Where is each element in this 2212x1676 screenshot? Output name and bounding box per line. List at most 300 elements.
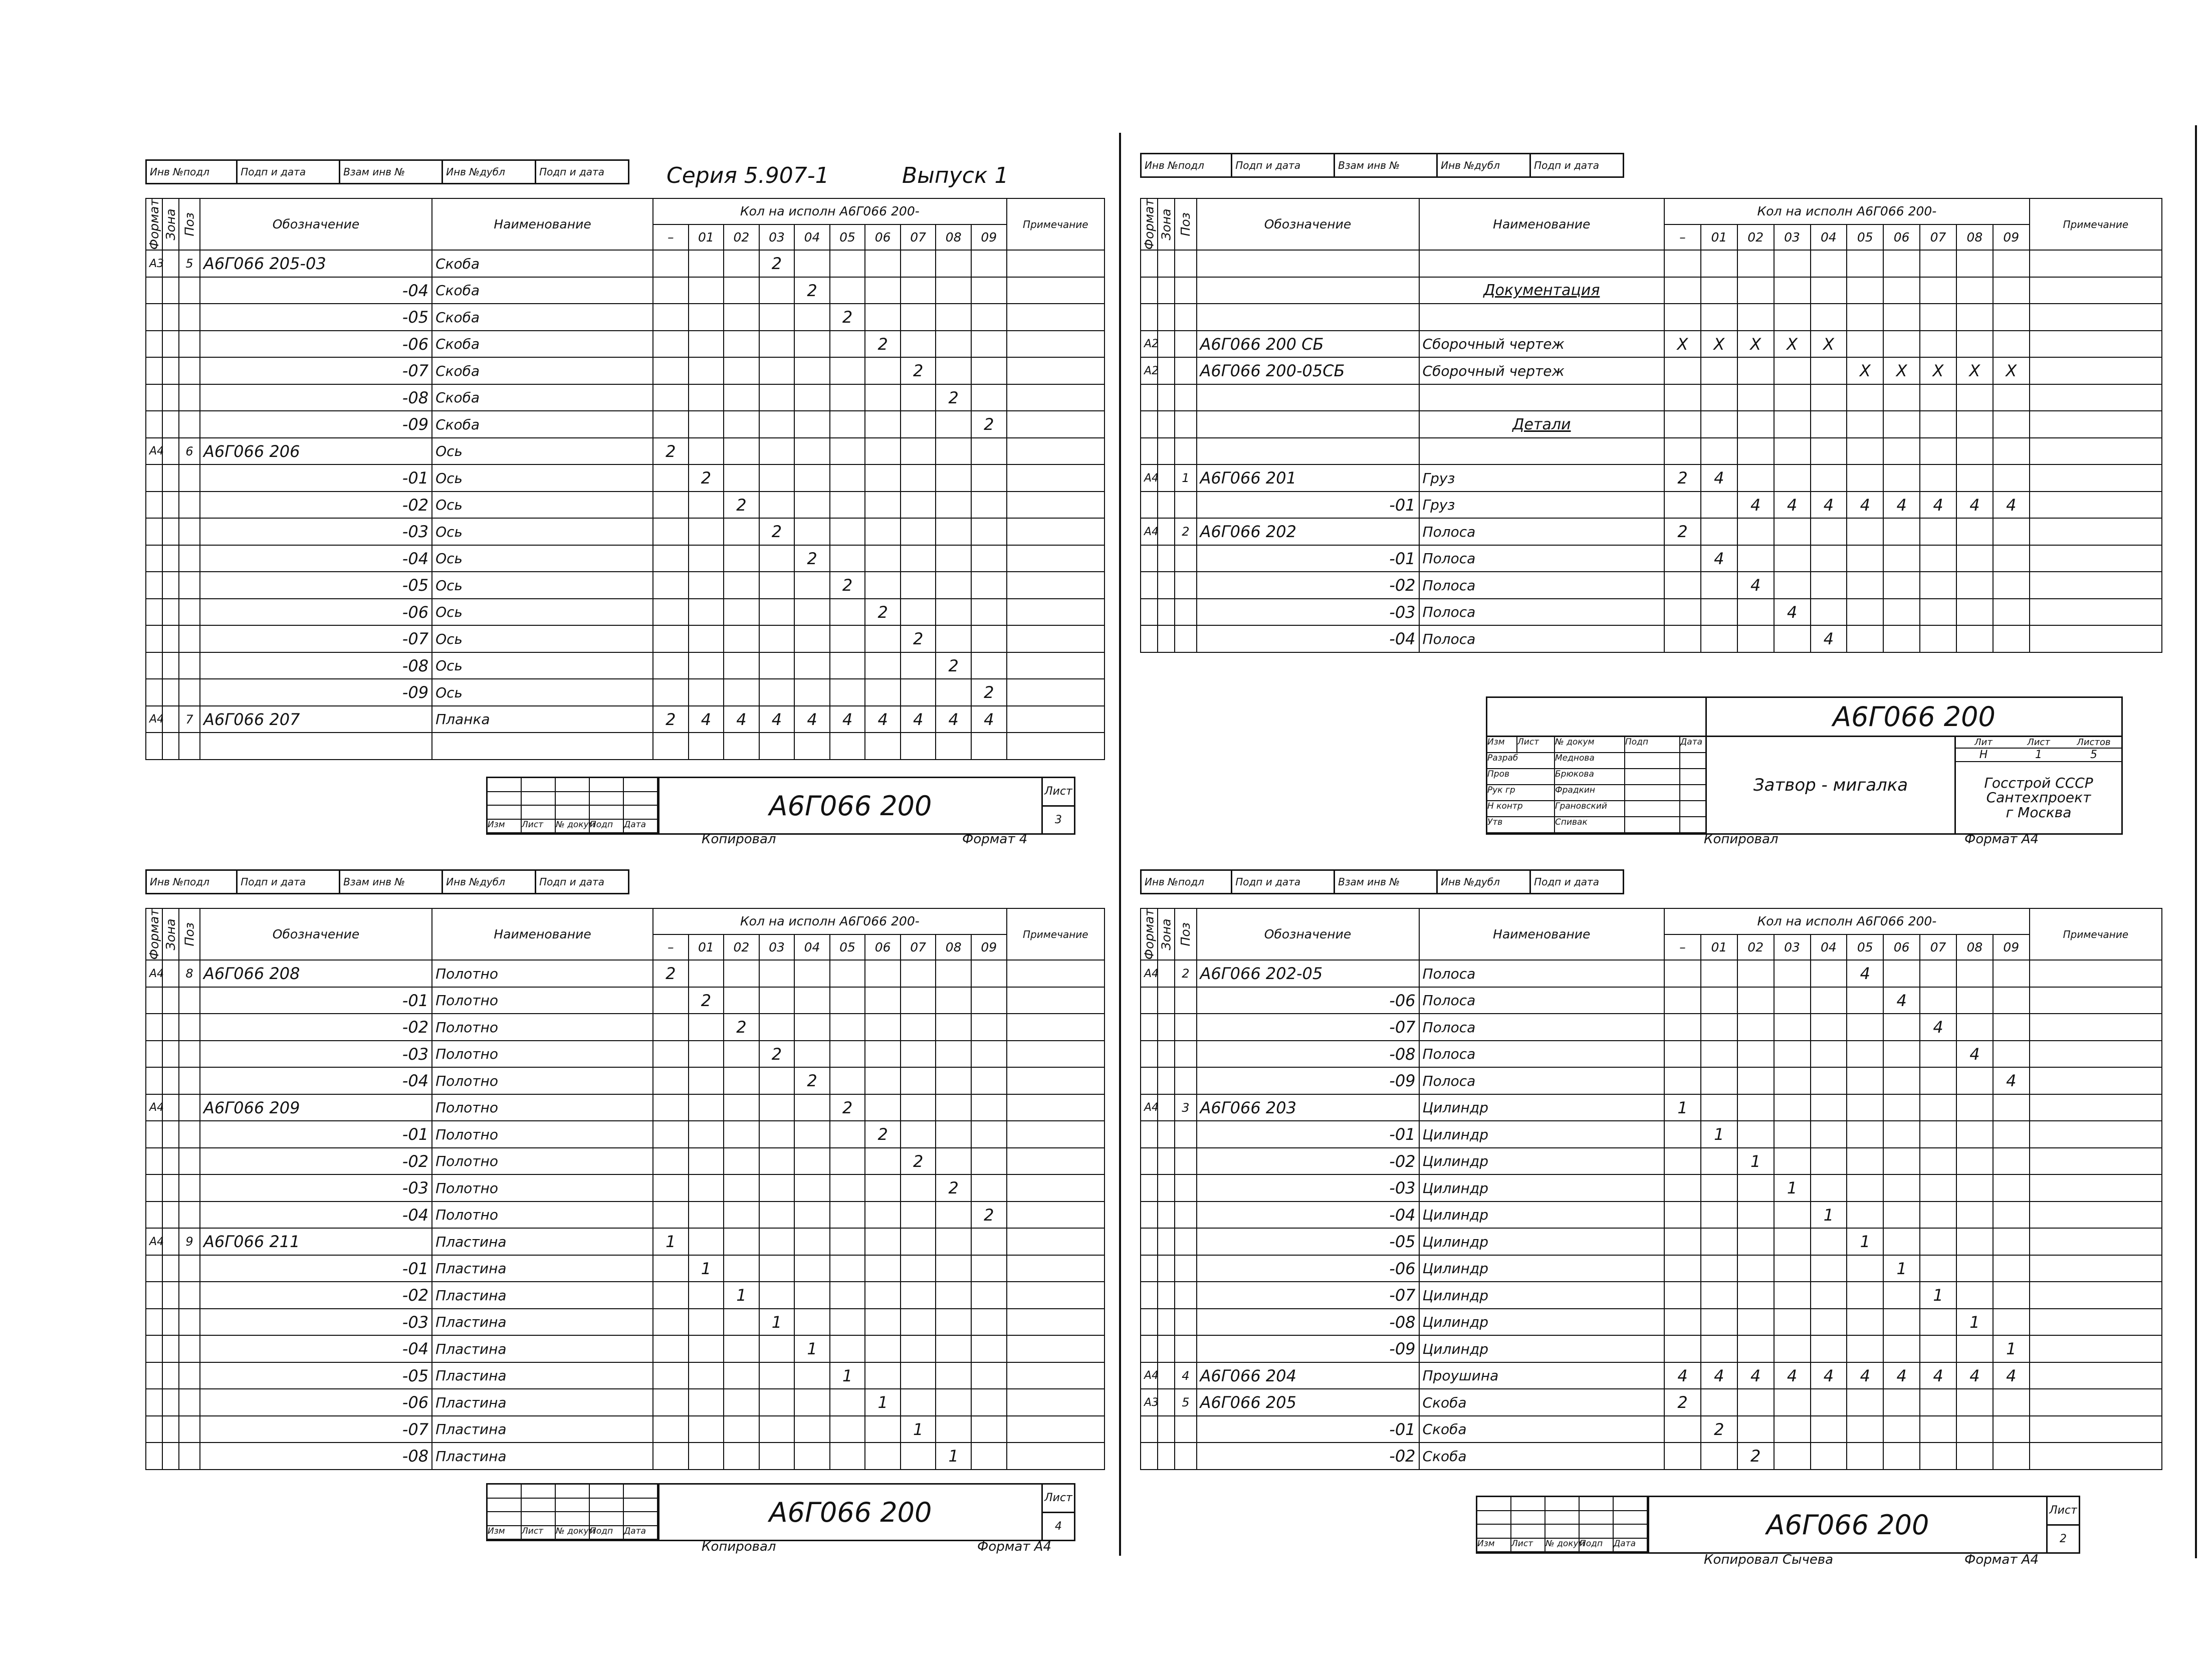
table-row: [1141, 1282, 2162, 1309]
note-cell: [2030, 1255, 2162, 1282]
qty-cell: 4: [1737, 492, 1774, 519]
qty-cell: [759, 277, 795, 304]
qty-cell: [689, 1202, 724, 1229]
designation-cell: -01: [200, 1255, 432, 1282]
qty-cell: [689, 1094, 724, 1121]
format-cell: А4: [1141, 1362, 1158, 1389]
designation-cell: -01: [1197, 492, 1419, 519]
qty-cell: [830, 331, 865, 358]
lit-value: Н: [1979, 749, 1988, 761]
pos-cell: [1175, 438, 1196, 465]
sheet-label: Лист: [2027, 737, 2050, 748]
qty-cell: [936, 1228, 971, 1255]
qty-cell: [724, 679, 759, 706]
designation-cell: -02: [1197, 1443, 1419, 1470]
designation-cell: -01: [200, 1121, 432, 1148]
note-cell: [1007, 706, 1104, 733]
copied-label: Копировал: [702, 1539, 776, 1554]
qty-cell: [653, 1362, 689, 1389]
name-cell: Груз: [1419, 464, 1665, 492]
qty-cell: [724, 1041, 759, 1068]
qty-cell: [1774, 1094, 1811, 1121]
zone-cell: [1158, 1335, 1175, 1362]
format-cell: [1141, 625, 1158, 652]
qty-cell: [759, 1362, 795, 1389]
format-cell: [1141, 987, 1158, 1014]
qty-cell: [1737, 1389, 1774, 1416]
qty-cell: [830, 250, 865, 277]
name-cell: Скоба: [432, 277, 653, 304]
format-cell: [1141, 1282, 1158, 1309]
designation-cell: -03: [200, 1041, 432, 1068]
qty-cell: [1737, 1255, 1774, 1282]
qty-cell: 4: [830, 706, 865, 733]
copied-label: Копировал Сычева: [1704, 1552, 1834, 1567]
qty-cell: [1883, 1389, 1920, 1416]
qty-cell: [689, 492, 724, 519]
qty-cell: [1701, 438, 1737, 465]
col-format-header: Формат: [1141, 198, 1158, 250]
stamp-cell: Подп и дата: [1534, 876, 1599, 888]
format-cell: [1141, 1121, 1158, 1148]
sheet-number: 4: [1055, 1520, 1062, 1533]
format-cell: [146, 599, 162, 626]
zone-cell: [1158, 1174, 1175, 1202]
name-cell: Цилиндр: [1419, 1174, 1665, 1202]
pos-cell: [179, 1041, 200, 1068]
qty-cell: [653, 545, 689, 572]
pos-cell: [1175, 545, 1196, 572]
note-cell: [1007, 1416, 1104, 1443]
note-cell: [1007, 1228, 1104, 1255]
designation-cell: -09: [1197, 1335, 1419, 1362]
qty-cell: [689, 331, 724, 358]
note-cell: [1007, 1148, 1104, 1175]
qty-cell: [865, 733, 901, 760]
qty-cell: [1847, 1309, 1883, 1336]
qty-cell: [1847, 1335, 1883, 1362]
name-cell: Полоса: [1419, 1067, 1665, 1094]
qty-cell: [1883, 1174, 1920, 1202]
qty-cell: [1920, 1228, 1956, 1255]
sheet-number-box: [1041, 778, 1074, 833]
note-cell: [2030, 1228, 2162, 1255]
qty-cell: [759, 572, 795, 599]
qty-cell: [901, 733, 936, 760]
name-cell: Ось: [432, 492, 653, 519]
qty-cell: [865, 545, 901, 572]
qty-cell: [865, 625, 901, 652]
qty-cell: [1811, 1228, 1847, 1255]
qty-cell: [901, 464, 936, 492]
qty-cell: [1737, 1228, 1774, 1255]
qty-cell: [901, 1443, 936, 1470]
format-cell: А4: [146, 1228, 162, 1255]
zone-cell: [1158, 1121, 1175, 1148]
designation-cell: -01: [1197, 1121, 1419, 1148]
qty-cell: [653, 1094, 689, 1121]
note-cell: [2030, 1362, 2162, 1389]
pos-cell: [179, 357, 200, 384]
qty-cell: [759, 1282, 795, 1309]
pos-cell: 9: [179, 1228, 200, 1255]
table-row: [146, 1443, 1104, 1470]
note-cell: [2030, 599, 2162, 626]
qty-cell: [1993, 411, 2030, 438]
copied-label: Копировал: [1704, 832, 1779, 847]
qty-cell: [1847, 411, 1883, 438]
table-row: [1141, 987, 2162, 1014]
qty-cell: [1956, 987, 1993, 1014]
qty-cell: [653, 464, 689, 492]
variant-header: 03: [1774, 934, 1811, 961]
qty-cell: [1956, 572, 1993, 599]
qty-cell: 2: [936, 1174, 971, 1202]
qty-cell: [1664, 1067, 1701, 1094]
qty-cell: [830, 1335, 865, 1362]
qty-cell: [1847, 384, 1883, 411]
variant-header: 04: [1811, 934, 1847, 961]
qty-cell: [794, 250, 830, 277]
qty-cell: [794, 1094, 830, 1121]
format-cell: [146, 1014, 162, 1041]
note-cell: [2030, 1443, 2162, 1470]
zone-cell: [162, 960, 179, 987]
tb-col: Лист: [522, 820, 556, 834]
zone-cell: [162, 492, 179, 519]
qty-cell: [653, 1335, 689, 1362]
qty-cell: [971, 1067, 1007, 1094]
qty-cell: [1664, 1282, 1701, 1309]
designation-cell: [1197, 277, 1419, 304]
qty-cell: [1847, 1094, 1883, 1121]
qty-cell: [794, 1148, 830, 1175]
qty-cell: [1993, 572, 2030, 599]
qty-cell: [1920, 277, 1956, 304]
pos-cell: [179, 1255, 200, 1282]
qty-cell: [971, 304, 1007, 331]
variant-header: 03: [759, 934, 795, 961]
note-cell: [1007, 1282, 1104, 1309]
pos-cell: [1175, 987, 1196, 1014]
format-cell: А2: [1141, 357, 1158, 384]
qty-cell: [901, 1228, 936, 1255]
qty-cell: [1701, 1255, 1737, 1282]
qty-cell: [1737, 1094, 1774, 1121]
format-cell: А4: [1141, 518, 1158, 545]
format-cell: [1141, 1255, 1158, 1282]
tb-col: Лист: [522, 1526, 556, 1540]
variant-header: 08: [1956, 934, 1993, 961]
qty-cell: [901, 1389, 936, 1416]
qty-cell: [653, 1041, 689, 1068]
qty-cell: [1701, 277, 1737, 304]
qty-cell: [971, 733, 1007, 760]
qty-cell: [759, 545, 795, 572]
format-cell: [1141, 599, 1158, 626]
qty-cell: [1920, 1335, 1956, 1362]
zone-cell: [1158, 599, 1175, 626]
qty-cell: [971, 250, 1007, 277]
qty-cell: [1847, 438, 1883, 465]
designation-cell: А6Г066 205-03: [200, 250, 432, 277]
signature: [1625, 753, 1680, 768]
qty-cell: [653, 987, 689, 1014]
pos-cell: [179, 1443, 200, 1470]
qty-cell: [724, 652, 759, 679]
qty-cell: [1774, 1335, 1811, 1362]
col-name-header: Наименование: [1419, 908, 1665, 960]
zone-cell: [162, 572, 179, 599]
pos-cell: [1175, 250, 1196, 277]
table-row: [146, 331, 1104, 358]
stamp-cell: Подп и дата: [1232, 871, 1335, 893]
table-row: [146, 987, 1104, 1014]
format-label: Формат 4: [962, 832, 1028, 847]
qty-cell: [1920, 1041, 1956, 1068]
note-cell: [2030, 438, 2162, 465]
name-cell: Скоба: [432, 411, 653, 438]
pos-cell: [179, 572, 200, 599]
table-row: [1141, 1094, 2162, 1121]
qty-cell: [1847, 250, 1883, 277]
qty-cell: [1993, 438, 2030, 465]
stamp-strip: [145, 159, 629, 184]
pos-cell: [179, 464, 200, 492]
date: [1680, 753, 1705, 768]
qty-cell: 4: [1956, 1362, 1993, 1389]
qty-cell: [936, 411, 971, 438]
col-designation-header: Обозначение: [1197, 908, 1419, 960]
qty-cell: 4: [1956, 1041, 1993, 1068]
qty-cell: [1737, 1282, 1774, 1309]
qty-cell: [1956, 1067, 1993, 1094]
designation-cell: -04: [200, 1067, 432, 1094]
qty-cell: [1956, 411, 1993, 438]
qty-cell: [689, 304, 724, 331]
pos-cell: [179, 518, 200, 545]
qty-cell: [1664, 250, 1701, 277]
qty-cell: [1664, 1416, 1701, 1443]
qty-cell: [1920, 331, 1956, 358]
table-row: [146, 960, 1104, 987]
qty-cell: [653, 599, 689, 626]
qty-cell: [1811, 1067, 1847, 1094]
qty-cell: [936, 987, 971, 1014]
qty-cell: 1: [759, 1309, 795, 1336]
qty-cell: [865, 492, 901, 519]
qty-cell: [830, 518, 865, 545]
zone-cell: [1158, 438, 1175, 465]
qty-cell: [901, 1202, 936, 1229]
qty-cell: [1993, 277, 2030, 304]
format-cell: [146, 1362, 162, 1389]
variant-header: 02: [724, 934, 759, 961]
designation-cell: -03: [1197, 599, 1419, 626]
note-cell: [2030, 1041, 2162, 1068]
sheets-value: 5: [2090, 749, 2097, 761]
name-cell: Ось: [432, 464, 653, 492]
qty-cell: [901, 545, 936, 572]
qty-cell: [1701, 1148, 1737, 1175]
table-row: [146, 599, 1104, 626]
qty-cell: [1883, 1335, 1920, 1362]
signature-row: [1487, 753, 1705, 769]
qty-cell: [901, 438, 936, 465]
note-cell: [1007, 331, 1104, 358]
zone-cell: [1158, 1202, 1175, 1229]
zone-cell: [162, 357, 179, 384]
qty-cell: [1701, 599, 1737, 626]
note-cell: [2030, 1389, 2162, 1416]
col-format-header: Формат: [146, 198, 162, 250]
format-cell: [146, 1443, 162, 1470]
qty-cell: [759, 625, 795, 652]
designation-cell: -02: [1197, 572, 1419, 599]
zone-cell: [162, 1228, 179, 1255]
qty-cell: 4: [1774, 599, 1811, 626]
note-cell: [2030, 357, 2162, 384]
stamp-cell: Подп и дата: [539, 166, 604, 178]
qty-cell: [653, 1202, 689, 1229]
variant-header: 07: [901, 934, 936, 961]
qty-cell: [1993, 1041, 2030, 1068]
qty-cell: [971, 545, 1007, 572]
pos-cell: 6: [179, 438, 200, 465]
qty-cell: 2: [971, 679, 1007, 706]
qty-cell: [794, 1014, 830, 1041]
col-name-header: Наименование: [1419, 198, 1665, 250]
qty-cell: [1993, 1389, 2030, 1416]
qty-cell: [865, 518, 901, 545]
tb-col: Изм: [488, 1526, 522, 1540]
qty-cell: [1847, 1416, 1883, 1443]
qty-cell: [1774, 1148, 1811, 1175]
table-row: [146, 1362, 1104, 1389]
qty-cell: [1956, 1443, 1993, 1470]
qty-cell: [971, 987, 1007, 1014]
qty-cell: [1883, 304, 1920, 331]
qty-cell: [1993, 599, 2030, 626]
designation-cell: -07: [1197, 1282, 1419, 1309]
qty-cell: 2: [901, 357, 936, 384]
qty-cell: [1847, 464, 1883, 492]
qty-cell: [1664, 599, 1701, 626]
qty-cell: [830, 1014, 865, 1041]
qty-cell: [971, 599, 1007, 626]
zone-cell: [1158, 304, 1175, 331]
qty-cell: [724, 572, 759, 599]
qty-cell: 2: [901, 625, 936, 652]
zone-cell: [1158, 277, 1175, 304]
series-label: Серия 5.907-1: [667, 163, 829, 188]
qty-cell: 2: [830, 572, 865, 599]
format-cell: [1141, 492, 1158, 519]
qty-cell: [1701, 304, 1737, 331]
qty-cell: [1956, 384, 1993, 411]
table-row: [146, 277, 1104, 304]
qty-cell: [1956, 1148, 1993, 1175]
zone-cell: [1158, 960, 1175, 987]
qty-cell: [794, 518, 830, 545]
qty-cell: [830, 438, 865, 465]
note-cell: [2030, 987, 2162, 1014]
pos-cell: [179, 1174, 200, 1202]
qty-cell: [794, 599, 830, 626]
qty-cell: [1956, 1174, 1993, 1202]
qty-cell: [1774, 518, 1811, 545]
qty-cell: [759, 1335, 795, 1362]
qty-cell: [901, 1121, 936, 1148]
qty-cell: 4: [1701, 545, 1737, 572]
table-row: [146, 1416, 1104, 1443]
table-row: [1141, 1416, 2162, 1443]
qty-cell: [794, 1174, 830, 1202]
qty-cell: [794, 492, 830, 519]
qty-cell: [1993, 1014, 2030, 1041]
qty-cell: [936, 438, 971, 465]
qty-cell: 2: [653, 706, 689, 733]
designation-cell: [1197, 411, 1419, 438]
qty-cell: [1847, 1255, 1883, 1282]
qty-cell: [1701, 518, 1737, 545]
note-cell: [1007, 960, 1104, 987]
format-cell: [146, 1148, 162, 1175]
qty-cell: 2: [865, 1121, 901, 1148]
qty-cell: [689, 652, 724, 679]
col-pos-header: Поз: [179, 198, 200, 250]
qty-cell: [830, 464, 865, 492]
pos-cell: [179, 1362, 200, 1389]
product-name: Затвор - мигалка: [1707, 737, 1956, 833]
format-cell: [146, 1202, 162, 1229]
spec-table: [145, 198, 1105, 760]
qty-cell: X: [1993, 357, 2030, 384]
qty-cell: [759, 1202, 795, 1229]
qty-cell: [1811, 277, 1847, 304]
qty-cell: [936, 960, 971, 987]
qty-cell: [936, 1416, 971, 1443]
designation-cell: А6Г066 205: [1197, 1389, 1419, 1416]
pos-cell: [179, 1094, 200, 1121]
tb-col: Изм: [1487, 737, 1517, 752]
qty-cell: [1664, 438, 1701, 465]
qty-cell: [1737, 1416, 1774, 1443]
format-cell: А3: [146, 250, 162, 277]
qty-cell: [971, 1041, 1007, 1068]
table-row: [1141, 1121, 2162, 1148]
name-cell: [1419, 304, 1665, 331]
table-row: [146, 652, 1104, 679]
qty-cell: [865, 1335, 901, 1362]
designation-cell: -04: [1197, 625, 1419, 652]
qty-cell: [865, 1228, 901, 1255]
qty-cell: [794, 331, 830, 358]
qty-cell: [901, 1014, 936, 1041]
table-row: [146, 1309, 1104, 1336]
zone-cell: [162, 518, 179, 545]
qty-cell: [1811, 1255, 1847, 1282]
variant-header: 05: [1847, 224, 1883, 251]
sheet-label: Лист: [1043, 778, 1074, 807]
qty-cell: [1701, 1228, 1737, 1255]
variant-header: 04: [794, 934, 830, 961]
qty-cell: 2: [759, 518, 795, 545]
qty-cell: [1920, 1174, 1956, 1202]
qty-cell: [724, 1202, 759, 1229]
qty-cell: [865, 1309, 901, 1336]
table-row: [146, 1335, 1104, 1362]
